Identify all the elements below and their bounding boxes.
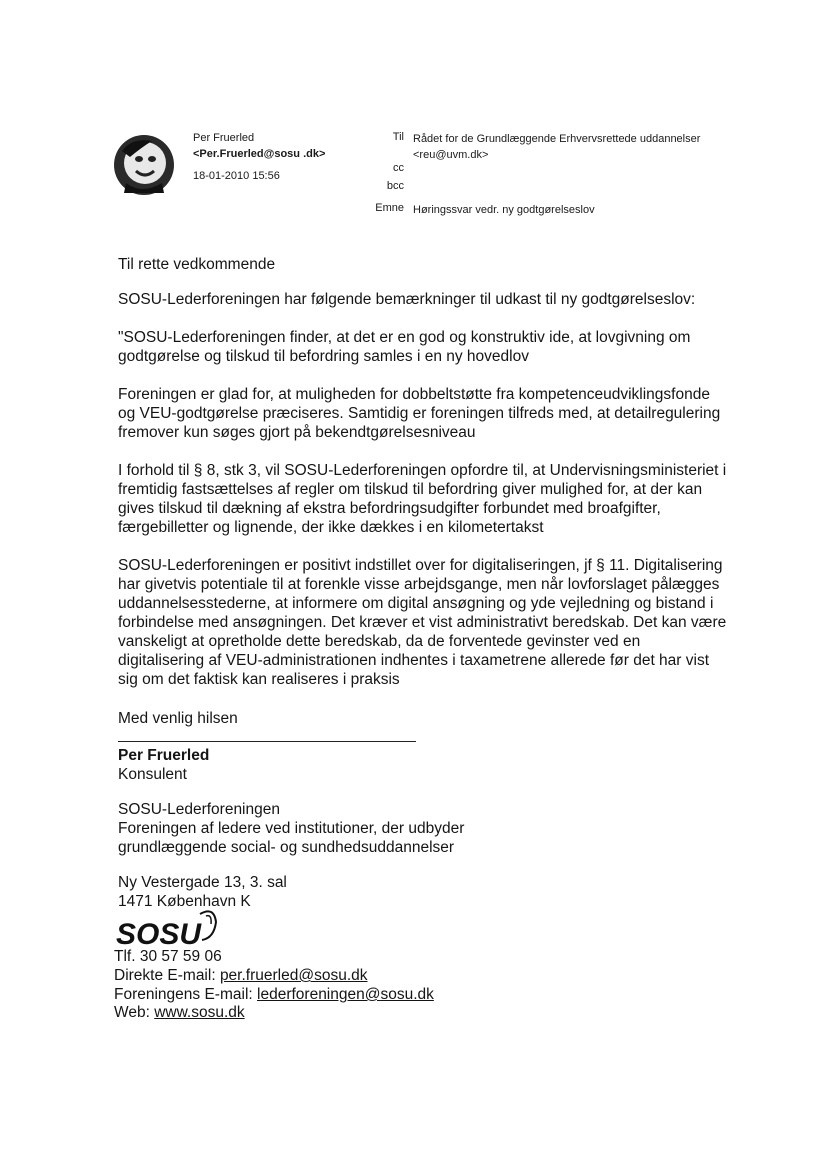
direct-email-link[interactable]: per.fruerled@sosu.dk — [219, 967, 368, 984]
paragraph-4: SOSU-Lederforeningen er positivt indstillet over for digitaliseringen, jf § 11. Digitalisering har givetvis potentiale til at forenkle visse arbejdsgange, men når lovforslaget pålægges uddannelsesstederne, at informere om digital ansøgning og yde vejledning og bistand i forbindelse med ansøgningen. Det kræver et vist administrativt beredskab. Det kan være vanskeligt at opretholde dette beredskab, da de forventede gevinster ved en digitalisering af VEU-administrationen indhentes i taxametrene allerede før det har vist sig om det faktisk kan realiseres i praksis — [118, 557, 727, 688]
paragraph-2: Foreningen er glad for, at muligheden for dobbeltstøtte fra kompetenceudviklingsfonde og VEU-godtgørelse præciseres. Samtidig er foreningen tilfreds med, at detailregulering fremover kun søges gjort på bekendtgørelsesniveau — [118, 386, 721, 441]
sender-email: <Per.Fruerled@sosu .dk> — [193, 148, 326, 160]
closing: Med venlig hilsen — [118, 710, 238, 727]
signature-title: Konsulent — [118, 766, 187, 783]
phone: Tlf. 30 57 59 06 — [114, 948, 222, 965]
bcc-label: bcc — [386, 180, 404, 192]
cc-label: cc — [393, 162, 404, 174]
org-email-label: Foreningens E-mail: — [114, 986, 258, 1003]
org-email-row — [114, 985, 724, 1004]
signature-line — [118, 741, 416, 742]
sosu-logo — [114, 906, 224, 950]
to-email: <reu@uvm.dk> — [413, 149, 489, 161]
org-name: SOSU-Lederforeningen — [118, 801, 280, 818]
to-name: Rådet for de Grundlæggende Erhvervsrettede uddannelser — [413, 133, 701, 145]
web-link[interactable]: www.sosu.dk — [154, 1004, 245, 1021]
sent-datetime: 18-01-2010 15:56 — [193, 170, 280, 182]
subject: Høringssvar vedr. ny godtgørelseslov — [413, 204, 595, 216]
subject-label: Emne — [375, 202, 404, 214]
paragraph-1: "SOSU-Lederforeningen finder, at det er en god og konstruktiv ide, at lovgivning om godtgørelse og tilskud til befordring samles i en ny hovedlov — [118, 329, 691, 365]
address-line-1: Ny Vestergade 13, 3. sal — [118, 874, 287, 891]
org-desc-2: grundlæggende social- og sundhedsuddannelser — [118, 839, 455, 856]
direct-email-row — [114, 966, 724, 985]
intro: SOSU-Lederforeningen har følgende bemærkninger til udkast til ny godtgørelseslov: — [118, 291, 696, 308]
address-line-2: 1471 København K — [118, 893, 251, 910]
direct-email-label: Direkte E-mail: — [114, 967, 220, 984]
web-label: Web: — [114, 1004, 155, 1021]
to-label: Til — [392, 131, 404, 143]
sender-name: Per Fruerled — [193, 132, 255, 144]
signature-name: Per Fruerled — [118, 747, 210, 764]
org-email-link[interactable]: lederforeningen@sosu.dk — [257, 986, 434, 1003]
org-desc-1: Foreningen af ledere ved institutioner, der udbyder — [118, 820, 465, 837]
paragraph-3: I forhold til § 8, stk 3, vil SOSU-Lederforeningen opfordre til, at Undervisningsministeriet i fremtidig fastsættelses af regler om tilskud til befordring giver mulighed for, at der kan gives tilskud til dækning af ekstra befordringsudgifter forbundet med broafgifter, færgebilletter og lignende, der ikke dækkes i en kilometertakst — [118, 462, 727, 536]
salutation: Til rette vedkommende — [118, 256, 276, 273]
avatar — [112, 133, 176, 197]
web-row — [114, 1003, 724, 1022]
sosu-logo-text: SOSU — [116, 918, 202, 950]
